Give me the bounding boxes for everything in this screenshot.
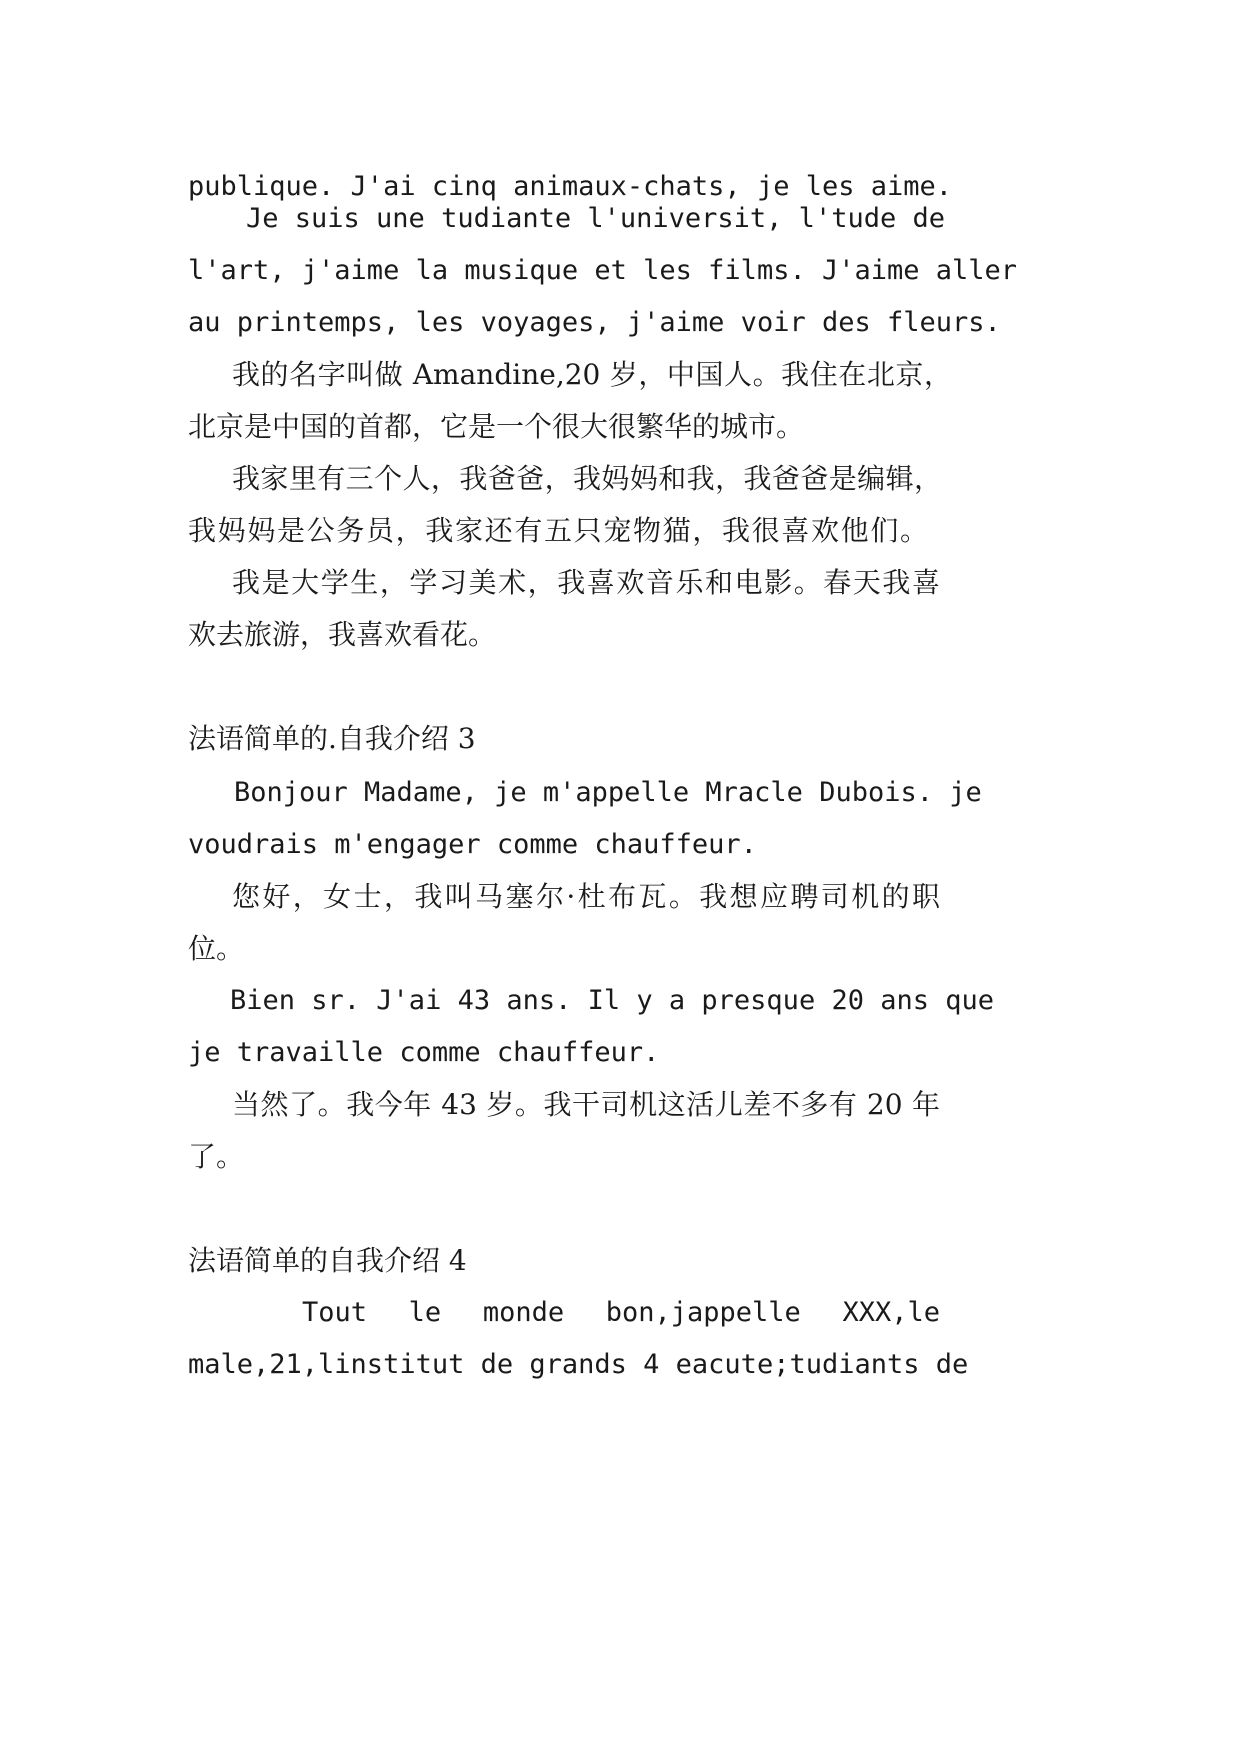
paragraph-line: male,21,linstitut de grands 4 eacute;tudiants de: [188, 1349, 969, 1380]
paragraph-line: 当然了。我今年 43 岁。我干司机这活儿差不多有 20 年: [232, 1088, 940, 1121]
paragraph-line: 我家里有三个人，我爸爸，我妈妈和我，我爸爸是编辑，: [232, 462, 942, 495]
section-heading: 法语简单的.自我介绍 3: [188, 722, 476, 755]
paragraph-line: au printemps, les voyages, j'aime voir des fleurs.: [188, 307, 1001, 338]
paragraph-line: 位。: [188, 932, 245, 965]
paragraph-line: je travaille comme chauffeur.: [188, 1037, 660, 1068]
paragraph-line: 我的名字叫做 Amandine,20 岁，中国人。我住在北京，: [232, 358, 952, 391]
paragraph-line: 您好，女士，我叫马塞尔·杜布瓦。我想应聘司机的职: [232, 880, 940, 913]
paragraph-line: Bien sr. J'ai 43 ans. Il y a presque 20 ans que: [230, 985, 995, 1016]
paragraph-line: Bonjour Madame, je m'appelle Mracle Dubois. je: [234, 777, 982, 808]
paragraph-line: 北京是中国的首都，它是一个很大很繁华的城市。: [188, 410, 805, 443]
paragraph-line: 欢去旅游，我喜欢看花。: [188, 618, 497, 651]
paragraph-line: l'art, j'aime la musique et les films. J'aime aller: [188, 255, 1018, 286]
paragraph-line: voudrais m'engager comme chauffeur.: [188, 829, 757, 860]
paragraph-line: Tout le monde bon,jappelle XXX,le: [302, 1297, 940, 1328]
section-heading: 法语简单的自我介绍 4: [188, 1244, 467, 1277]
paragraph-line: Je suis une tudiante l'universit, l'tude de: [246, 203, 945, 234]
paragraph-line: publique. J'ai cinq animaux-chats, je les aime.: [188, 171, 953, 202]
paragraph-line: 我是大学生，学习美术，我喜欢音乐和电影。春天我喜: [232, 566, 940, 599]
paragraph-line: 我妈妈是公务员，我家还有五只宠物猫，我很喜欢他们。: [188, 514, 928, 547]
paragraph-line: 了。: [188, 1140, 245, 1173]
